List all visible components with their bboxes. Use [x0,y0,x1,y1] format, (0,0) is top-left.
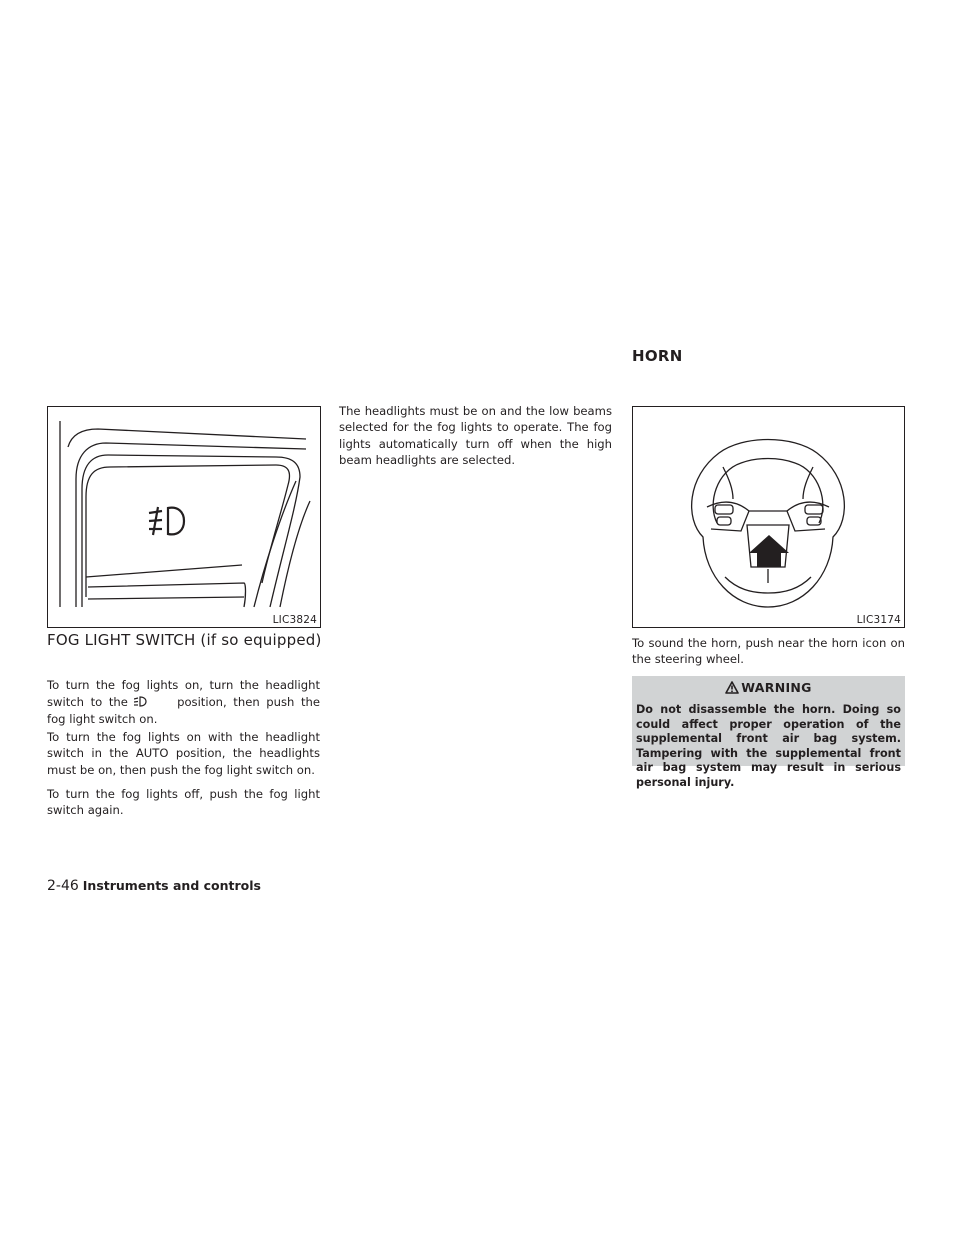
fog-light-switch-heading: FOG LIGHT SWITCH (if so equipped) [47,631,322,649]
fog-paragraph-2: To turn the fog lights on with the headlight switch in the AUTO position, the headlights must be on, then push the fog light switch on. [47,730,320,777]
page-number: 2-46 [47,878,79,894]
fog-paragraph-1-start: To turn the fog lights on, turn the headlight switch to the [47,678,320,709]
fog-paragraph-1 [47,677,320,728]
figure-code: LIC3824 [272,614,317,626]
headlight-position-icon [134,695,170,707]
warning-title-text: WARNING [741,680,812,695]
fog-lamp-symbol [149,507,184,535]
fog-paragraph-1-end: position, then push the fog light switch on. [47,695,320,726]
headlights-note-paragraph: The headlights must be on and the low beams selected for the fog lights to operate. The fog lights automatically turn off when the high beam headlights are selected. [339,404,612,467]
warning-triangle-icon [725,681,739,694]
warning-text: Do not disassemble the horn. Doing so could affect proper operation of the supplemental front air bag system. Tampering with the supplemental front air bag system may result in serious personal injury. [636,703,901,789]
figure-fog-light-switch [47,406,321,628]
fog-light-switch-illustration [48,407,320,627]
section-heading-horn: HORN [632,347,683,365]
horn-location-arrow [749,535,789,567]
horn-paragraph: To sound the horn, push near the horn icon on the steering wheel. [632,636,905,667]
chapter-title: Instruments and controls [82,878,261,893]
steering-wheel-illustration [633,407,904,627]
figure-steering-wheel [632,406,905,628]
warning-title [632,680,905,695]
page-footer [47,878,261,894]
figure-code: LIC3174 [856,614,901,626]
fog-paragraph-3: To turn the fog lights off, push the fog light switch again. [47,787,320,818]
warning-box [632,676,905,789]
